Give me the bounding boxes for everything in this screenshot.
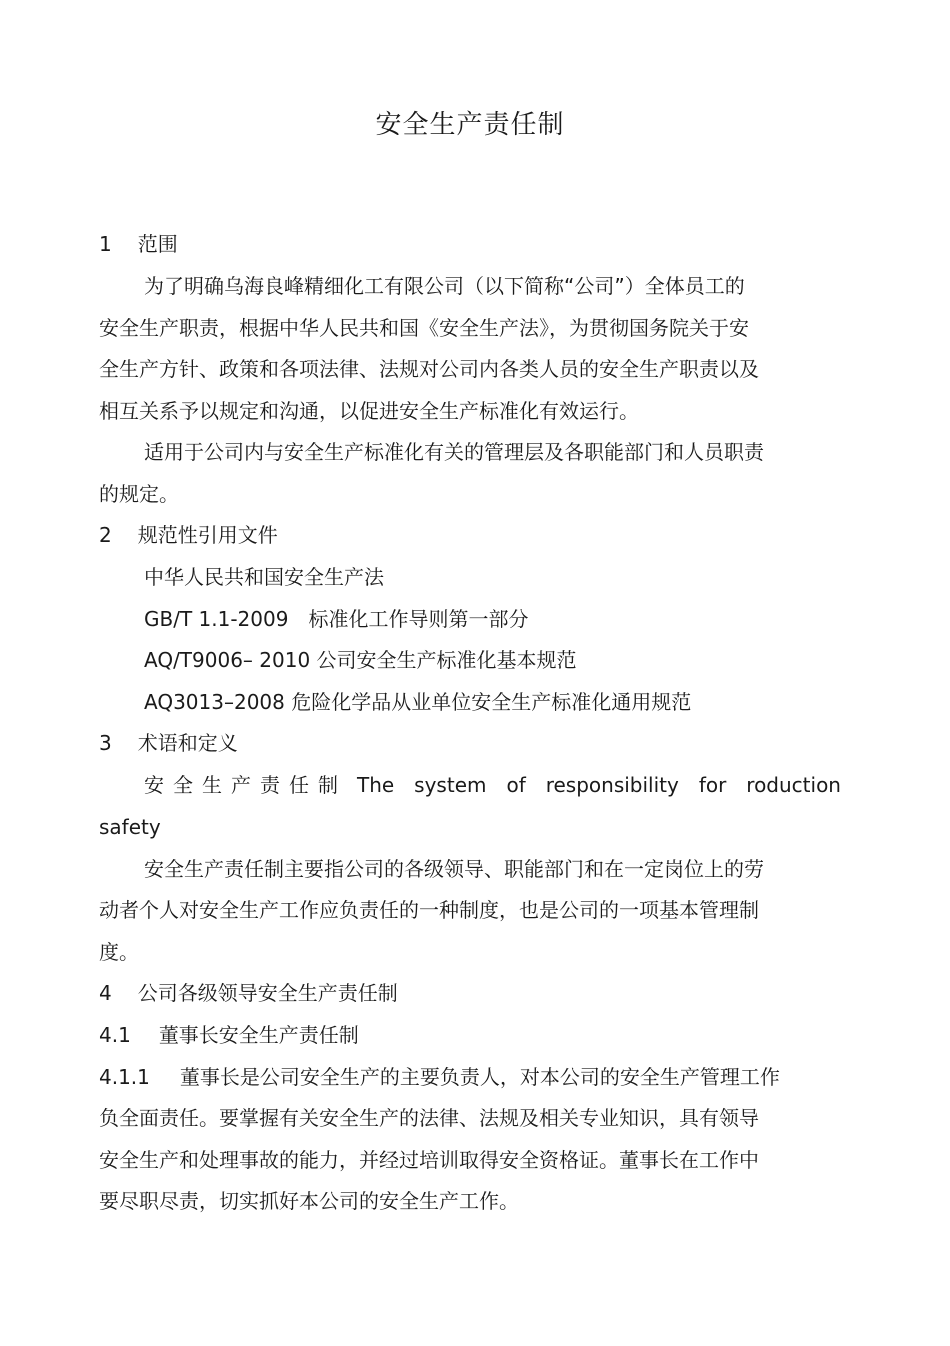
- paragraph-line: 董事长是公司安全生产的主要负责人，对本公司的安全生产管理工作: [179, 1065, 780, 1089]
- document-title: 安全生产责任制: [375, 110, 565, 140]
- section-title: 术语和定义: [137, 731, 238, 755]
- paragraph-line: 为了明确乌海良峰精细化工有限公司（以下简称“公司”）全体员工的: [144, 274, 745, 298]
- paragraph-line: 动者个人对安全生产工作应负责任的一种制度，也是公司的一项基本管理制: [99, 898, 759, 922]
- paragraph-line: 安全生产和处理事故的能力，并经过培训取得安全资格证。董事长在工作中: [99, 1148, 759, 1172]
- paragraph-line: 要尽职尽责，切实抓好本公司的安全生产工作。: [99, 1189, 519, 1213]
- item-4-1-1-first-line: [99, 1065, 780, 1089]
- section-1-heading: [99, 232, 178, 256]
- term-word: The: [357, 773, 395, 797]
- item-number: 4.1.1: [99, 1065, 150, 1089]
- paragraph-line: 度。: [99, 940, 139, 964]
- term-word: of: [506, 773, 526, 797]
- subsection-title: 董事长安全生产责任制: [158, 1023, 359, 1047]
- section-title: 规范性引用文件: [137, 523, 278, 547]
- paragraph-line: 相互关系予以规定和沟通，以促进安全生产标准化有效运行。: [99, 399, 639, 423]
- section-number: 3: [99, 731, 112, 755]
- section-number: 1: [99, 232, 112, 256]
- paragraph-line: 适用于公司内与安全生产标准化有关的管理层及各职能部门和人员职责: [144, 440, 764, 464]
- term-word: system: [414, 773, 487, 797]
- section-title: 公司各级领导安全生产责任制: [137, 981, 398, 1005]
- reference-item: GB/T 1.1-2009 标准化工作导则第一部分: [144, 607, 529, 631]
- paragraph-line: 的规定。: [99, 482, 179, 506]
- paragraph-line: 负全面责任。要掌握有关安全生产的法律、法规及相关专业知识，具有领导: [99, 1106, 759, 1130]
- term-chinese: 安全生产责任制: [144, 773, 347, 797]
- reference-item: AQ/T9006– 2010 公司安全生产标准化基本规范: [144, 648, 577, 672]
- section-number: 2: [99, 523, 112, 547]
- paragraph-line: 全生产方针、政策和各项法律、法规对公司内各类人员的安全生产职责以及: [99, 357, 759, 381]
- section-number: 4: [99, 981, 112, 1005]
- section-2-heading: [99, 523, 278, 547]
- subsection-4-1-heading: [99, 1023, 359, 1047]
- paragraph-line: 安全生产责任制主要指公司的各级领导、职能部门和在一定岗位上的劳: [144, 857, 764, 881]
- section-3-heading: [99, 731, 238, 755]
- term-english-tail: safety: [99, 815, 161, 839]
- term-word: roduction: [746, 773, 841, 797]
- term-word: for: [698, 773, 727, 797]
- subsection-number: 4.1: [99, 1023, 131, 1047]
- section-title: 范围: [137, 232, 178, 256]
- reference-item: AQ3013–2008 危险化学品从业单位安全生产标准化通用规范: [144, 690, 692, 714]
- term-word: responsibility: [545, 773, 679, 797]
- reference-item: 中华人民共和国安全生产法: [144, 565, 384, 589]
- term-english: [357, 773, 841, 797]
- section-4-heading: [99, 981, 398, 1005]
- paragraph-line: 安全生产职责，根据中华人民共和国《安全生产法》，为贯彻国务院关于安: [99, 316, 749, 340]
